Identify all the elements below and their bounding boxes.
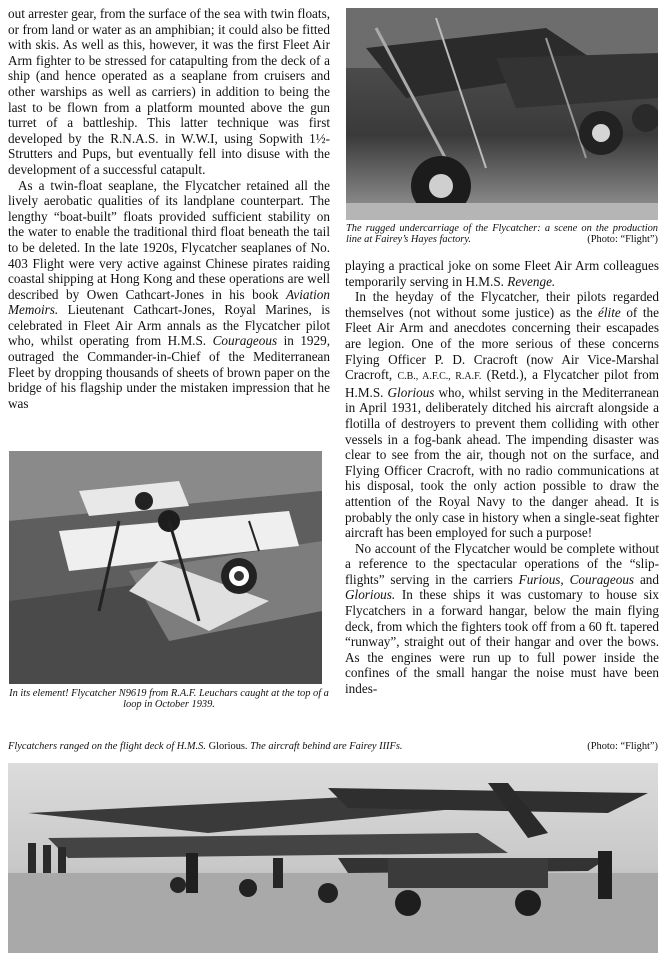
caption-text: Flycatchers ranged on the flight deck of H.M.S. [8, 741, 206, 752]
text-run: In these ships it was customary to house six Flycatchers in a forward hangar, below the main flying deck, from which the fighters took off from a 60 ft. tapered “runway”, straight out of their hangar and over the bows. As the engines were run up to full power inside the confines of the small hangar the noise must have been indes- [345, 587, 659, 697]
right-column-text [345, 258, 659, 697]
top-right-caption [346, 223, 658, 246]
ship-name: Furious, Courageous [518, 571, 635, 587]
text-run: and [639, 571, 659, 587]
paragraph: out arrester gear, from the surface of the sea with twin floats, or from land or water as an amphibian; it could also be fitted with skis. As well as this, however, it was the first Fleet Air Arm fighter to be stressed for catapulting from the deck of a ship (and hence operated as a seaplane from cruisers and other warships as well as carriers) in addition to being the last to be flown from a platform mounted above the gun turret of a battleship. This latter technique was first developed by the R.N.A.S. in W.W.I, using Sopwith 1½-Strutters and Pups, but eventually fell into disuse with the development of a successful catapult. [8, 6, 330, 177]
paragraph [8, 178, 330, 412]
text-run: playing a practical joke on some Fleet Air Arm colleagues temporarily serving in H.M.S. [345, 258, 659, 289]
flight-deck-lineup-photo [8, 763, 658, 953]
text-run: who, whilst serving in the Mediterranean in April 1931, deliberately ditched his aircraft alongside a flotilla of destroyers to prevent them colliding with other vessels in a fog-bank ahead. The impending disaster was clear to see from the air, though not on the surface, and Flying Officer Cracroft, with no radio communications at his disposal, took the only action possible to draw the attention of the Royal Navy to the danger ahead. It is probably the only case in history when a single-seat fighter aircraft has been employed for such a purpose! [345, 384, 660, 541]
caption-text: The rugged undercarriage of the Flycatcher: a scene on the production line at Fairey’s Hayes factory. [346, 223, 658, 246]
ship-name: Revenge. [507, 273, 556, 289]
text-run: Lieutenant Cathcart-Jones, Royal Marines, is celebrated in Fleet Air Arm annals as the Flycatcher pilot who, whilst operating from H.M.S. [8, 302, 330, 349]
text-run: (Retd.), a Flycatcher pilot from H.M.S. [345, 367, 660, 400]
book-title: Aviation Memoirs. [8, 286, 330, 318]
paragraph [345, 258, 659, 289]
flycatcher-loop-aerial-photo [9, 451, 322, 684]
caption-text: The aircraft behind are Fairey IIIFs. [250, 741, 403, 752]
text-run: In the heyday of the Flycatcher, their pilots regarded themselves (not without some justice) as the [345, 289, 659, 320]
caption-text: In its element! Flycatcher N9619 from R.A.F. Leuchars caught at the top of a loop in October 1939. [9, 688, 329, 711]
italic-word: élite [598, 304, 621, 320]
text-run: As a twin-float seaplane, the Flycatcher retained all the lively aerobatic qualities of its landplane counterpart. The lengthy “boat-built” floats provided sufficient stability on the water to enable the traditional third float beneath the tail to be deleted. In the late 1920s, Flycatcher seaplanes of No. 403 Flight were very active against Chinese pirates raiding coastal shipping at Hong Kong and these operations are well described by Owen Cathcart-Jones in his book [8, 177, 330, 302]
paragraph [345, 541, 659, 697]
left-mid-caption [8, 688, 330, 711]
paragraph [345, 289, 659, 541]
text-run: in 1929, outraged the Commander-in-Chief of the Mediterranean Fleet by dropping thousands of sheets of brown paper on the bridge of his flagship under the mistaken impression that he was [8, 333, 331, 411]
ship-name: Glorious. [208, 741, 248, 752]
bottom-caption [8, 741, 658, 752]
photo-credit: (Photo: “Flight”) [587, 741, 658, 752]
ship-name: Glorious. [345, 587, 396, 603]
ship-name: Courageous [212, 333, 278, 349]
ship-name: Glorious [387, 384, 435, 400]
text-run: No account of the Flycatcher would be complete without a reference to the spectacular operations of the “slip-flights” serving in the carriers [345, 540, 659, 587]
factory-production-line-photo [346, 8, 658, 220]
left-column-text [8, 6, 330, 411]
photo-credit: (Photo: “Flight”) [587, 234, 658, 246]
text-run: of the Fleet Air Arm and anecdotes concerning their escapades are legion. One of the more serious of these concerns Flying Officer P. D. Cracroft (now Air Vice-Marshal Cracroft, [345, 304, 659, 383]
honours: C.B., A.F.C., R.A.F. [397, 371, 482, 383]
